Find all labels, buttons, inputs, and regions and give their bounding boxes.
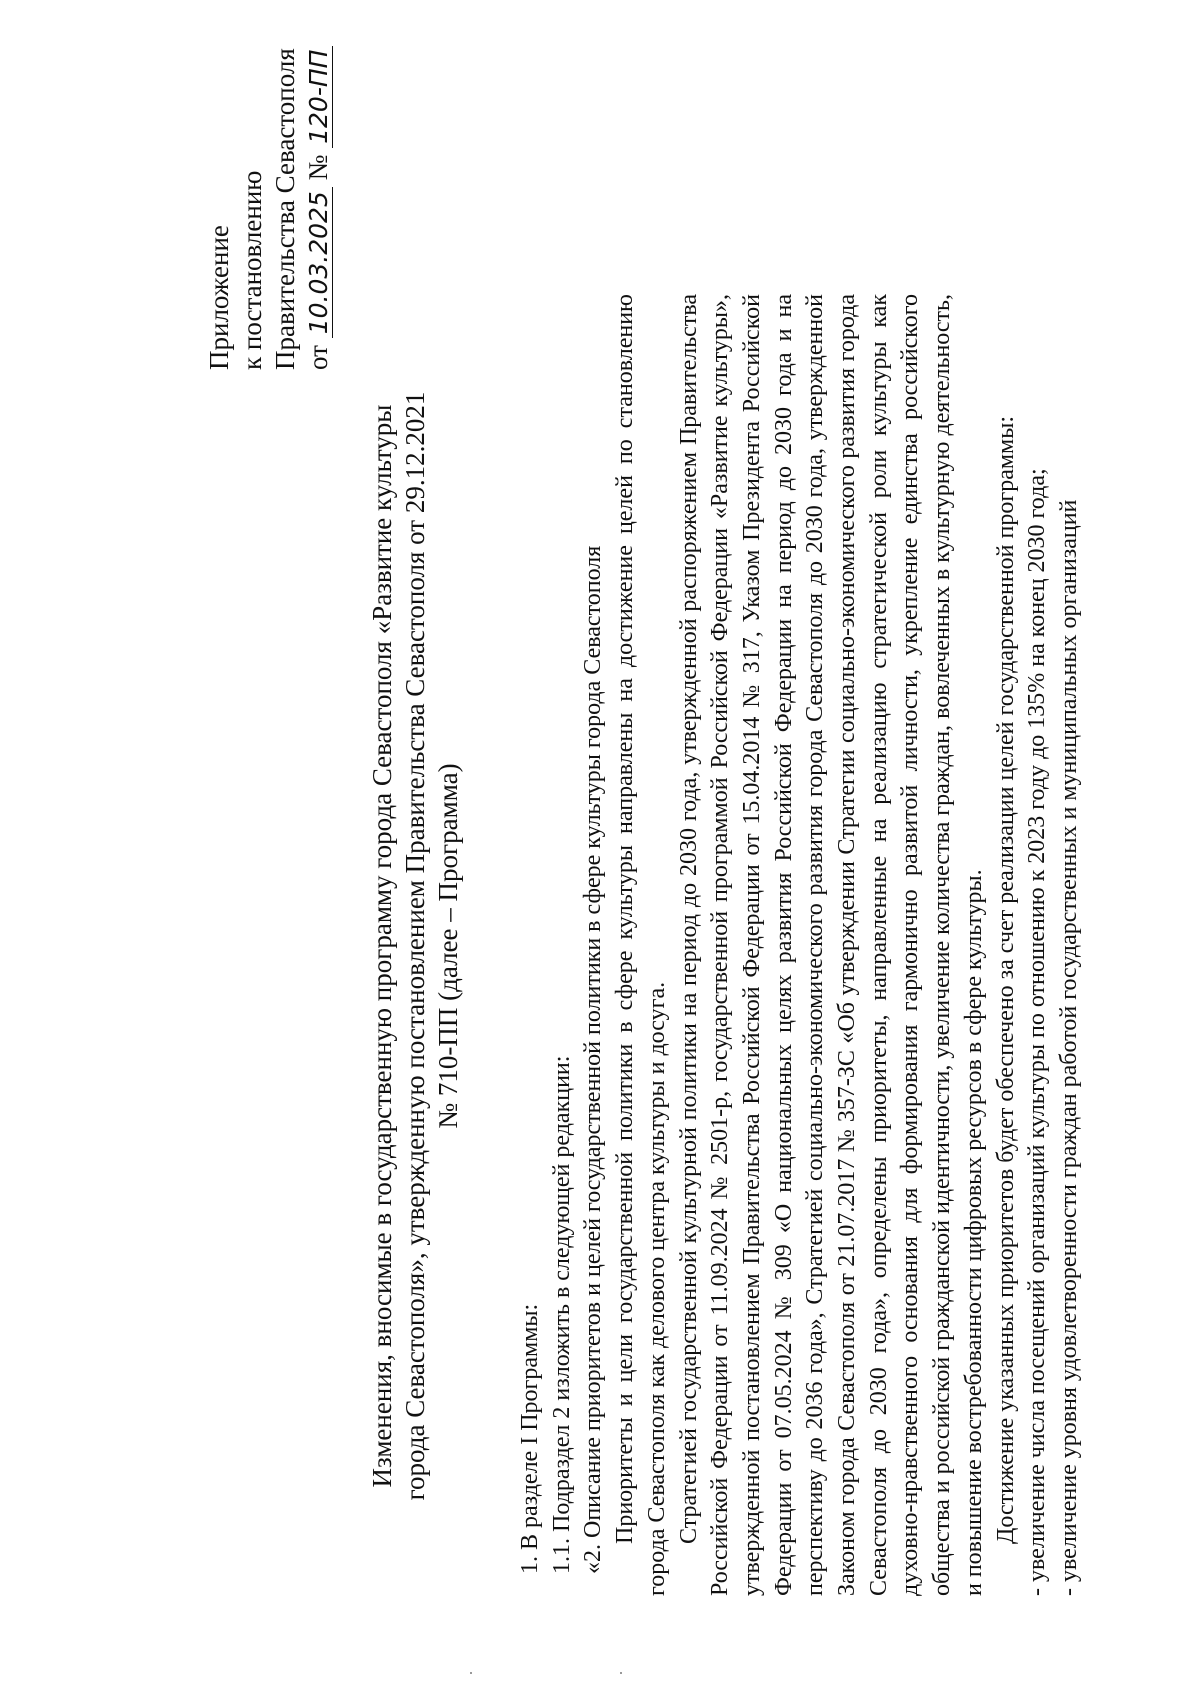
paragraph-achievement: Достижение указанных приоритетов будет обеспечено за счет реализации целей государственной программы: bbox=[992, 415, 1019, 1544]
paragraph-subsection-1-1: 1.1. Подраздел 2 изложить в следующей редакции: bbox=[548, 1055, 575, 1574]
document-body bbox=[515, 294, 1086, 1596]
paragraph-section-1: 1. В разделе I Программы: bbox=[517, 1303, 543, 1574]
approval-line-1: Приложение bbox=[204, 225, 234, 370]
list-item-satisfaction: - увеличение уровня удовлетворенности граждан работой государственных и муниципальных организаций bbox=[1055, 499, 1082, 1596]
document-title bbox=[366, 296, 465, 1596]
paragraph-priorities: Приоритеты и цели государственной политики в сфере культуры направлены на достижение целей по становлению города Севастополя как делового центра культуры и досуга. bbox=[612, 294, 670, 1596]
handwritten-date: 10.03.2025 bbox=[306, 187, 333, 338]
paragraph-strategy: Стратегией государственной культурной политики на период до 2030 года, утвержденной распоряжением Правительства Российской Федерации от 11.09.2024 № 2501-р, государственной программой Российской Федерации «Развитие культуры», утвержденной постановлением Правительства Российской Федерации от 15.04.2014 № 317, Указом Президента Российской Федерации от 07.05.2024 № 309 «О национальных целях развития Российской Федерации на период до 2030 года и на перспективу до 2036 года», Стратегией социально-экономического развития города Севастополя до 2030 года, утвержденной Законом города Севастополя от 21.07.2017 № 357-ЗС «Об утверждении Стратегии социально-экономического развития города Севастополя до 2030 года», определены приоритеты, направленные на реализацию стратегической роли культуры как духовно-нравственного основания для формирования гармонично развитой личности, укрепление единства российского общества и российской гражданской идентичности, увеличение количества граждан, вовлеченных в культурную деятельность, и повышение востребованности цифровых ресурсов в сфере культуры. bbox=[675, 294, 987, 1596]
scan-dot bbox=[470, 1672, 472, 1674]
title-line-3: № 710-ПП (далее – Программа) bbox=[433, 763, 463, 1129]
handwritten-number: 120-ПП bbox=[306, 46, 333, 148]
paragraph-heading-2: «2. Описание приоритетов и целей государственной политики в сфере культуры города Севастополя bbox=[580, 545, 607, 1574]
list-item-visits: - увеличение числа посещений организаций культуры по отношению к 2023 году до 135% на конец 2030 года; bbox=[1024, 468, 1051, 1596]
title-line-2: города Севастополя», утвержденную постановлением Правительства Севастополя от 29.12.2021 bbox=[400, 391, 430, 1501]
approval-block bbox=[203, 46, 335, 370]
title-line-1: Изменения, вносимые в государственную программу города Севастополя «Развитие культуры bbox=[367, 404, 397, 1488]
scan-dot bbox=[620, 1672, 622, 1674]
approval-prefix: от bbox=[303, 345, 333, 370]
approval-line-2: к постановлению bbox=[237, 170, 267, 370]
number-sign: № bbox=[303, 154, 333, 181]
approval-line-3: Правительства Севастополя bbox=[270, 48, 300, 370]
approval-line-4 bbox=[302, 46, 335, 370]
